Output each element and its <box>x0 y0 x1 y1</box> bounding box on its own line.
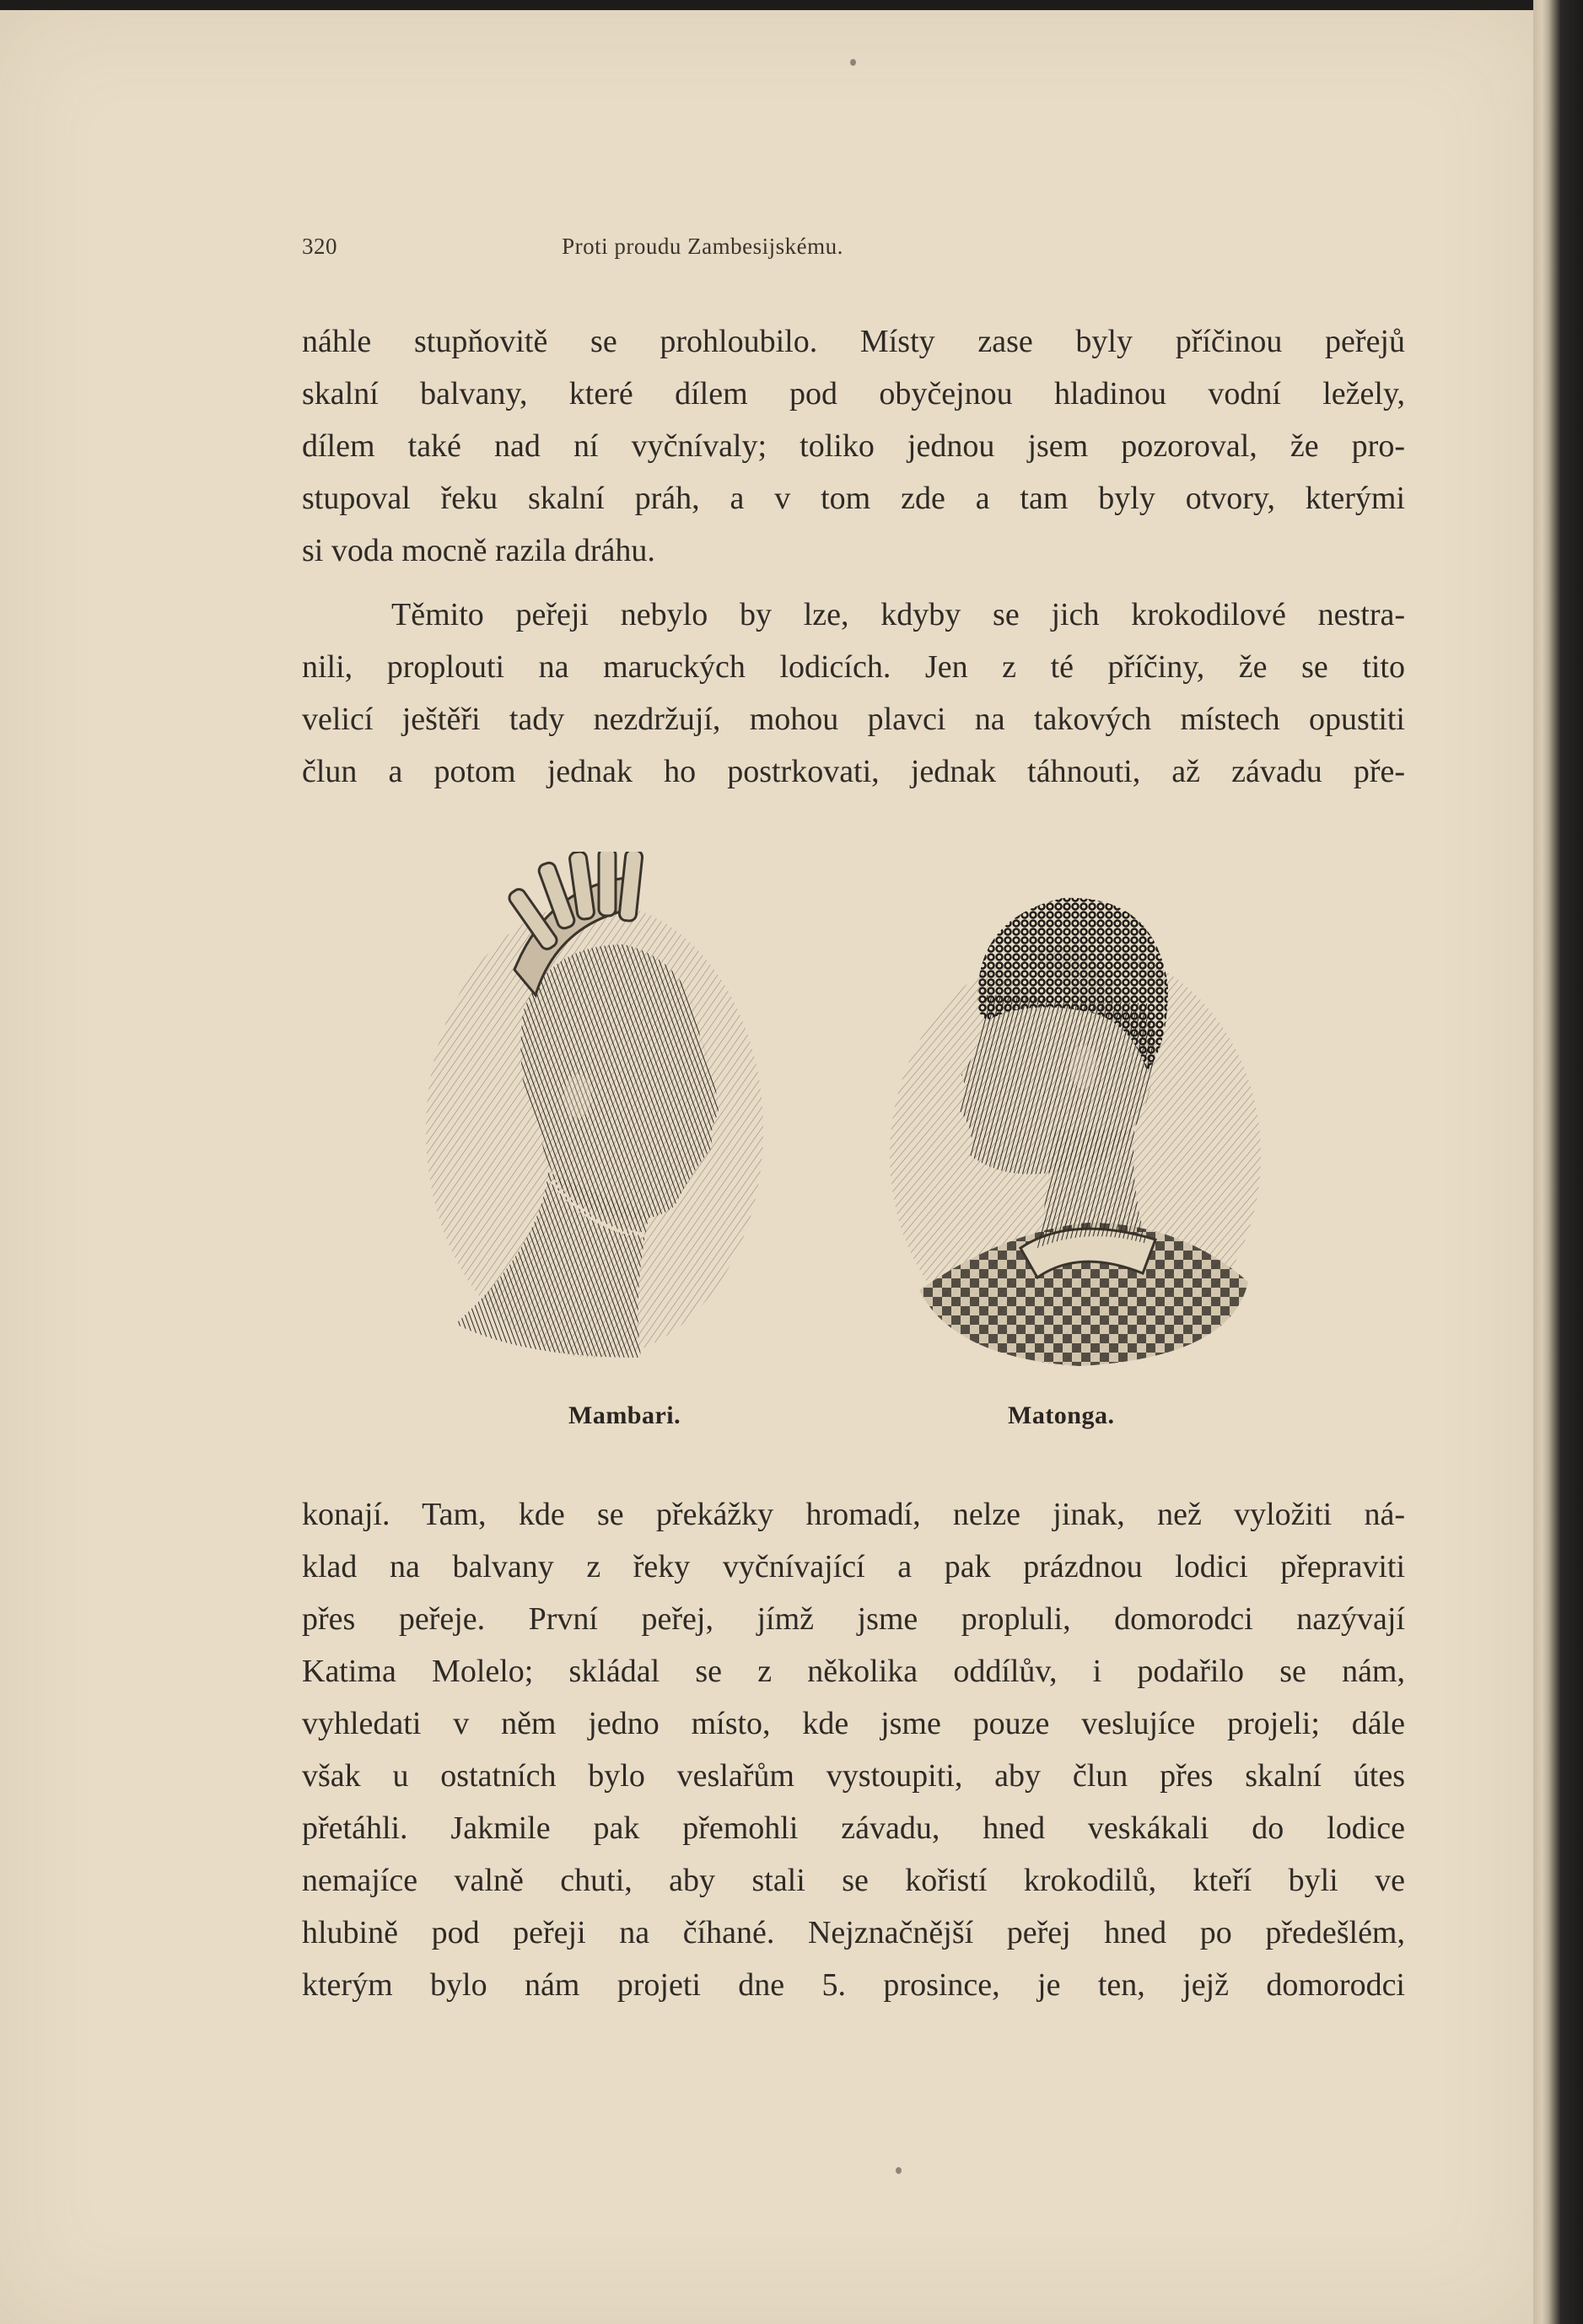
text-line: však u ostatních bylo veslařům vystoupiti, aby člun přes skalní útes <box>302 1758 1405 1794</box>
matonga-portrait <box>877 852 1273 1391</box>
running-title: Proti proudu Zambesijskému. <box>562 234 843 259</box>
paper-speck <box>896 2167 902 2174</box>
mambari-portrait <box>422 852 793 1391</box>
text-line: klad na balvany z řeky vyčnívající a pak prázdnou lodici přepraviti <box>302 1549 1405 1584</box>
paper-speck <box>850 59 856 66</box>
paragraph-1 <box>302 315 1405 577</box>
text-line: přes peřeje. První peřej, jímž jsme propluli, domorodci nazývají <box>302 1601 1405 1637</box>
text-line: přetáhli. Jakmile pak přemohli závadu, hned veskákali do lodice <box>302 1810 1405 1846</box>
page-number: 320 <box>302 234 337 259</box>
caption-matonga: Matonga. <box>1008 1401 1115 1429</box>
text-line: dílem také nad ní vyčnívaly; toliko jednou jsem pozoroval, že pro- <box>302 428 1405 464</box>
text-line: nili, proplouti na maruckých lodicích. Jen z té příčiny, že se tito <box>302 649 1405 685</box>
portrait-illustration <box>405 852 1316 1434</box>
text-line: náhle stupňovitě se prohloubilo. Místy zase byly příčinou peřejů <box>302 324 1405 359</box>
text-line: nemajíce valně chuti, aby stali se kořistí krokodilů, kteří byli ve <box>302 1863 1405 1898</box>
paragraph-3 <box>302 1488 1405 2011</box>
text-line: vyhledati v něm jedno místo, kde jsme pouze veslujíce projeli; dále <box>302 1706 1405 1741</box>
text-line: Těmito peřeji nebylo by lze, kdyby se jich krokodilové nestra- <box>391 597 1405 632</box>
book-spine <box>1533 0 1583 2324</box>
running-head <box>302 234 1053 267</box>
caption-mambari: Mambari. <box>568 1401 681 1429</box>
text-line: velicí ještěři tady nezdržují, mohou plavci na takových místech opustiti <box>302 702 1405 737</box>
text-line: člun a potom jednak ho postrkovati, jednak táhnouti, až závadu pře- <box>302 754 1405 789</box>
text-line: Katima Molelo; skládal se z několika oddílův, i podařilo se nám, <box>302 1654 1405 1689</box>
text-line: si voda mocně razila dráhu. <box>302 533 655 568</box>
paragraph-2 <box>302 589 1405 798</box>
text-line: skalní balvany, které dílem pod obyčejnou hladinou vodní ležely, <box>302 376 1405 412</box>
text-line: konají. Tam, kde se překážky hromadí, nelze jinak, než vyložiti ná- <box>302 1497 1405 1532</box>
text-line: stupoval řeku skalní práh, a v tom zde a tam byly otvory, kterými <box>302 481 1405 516</box>
text-line: kterým bylo nám projeti dne 5. prosince, je ten, jejž domorodci <box>302 1967 1405 2003</box>
text-line: hlubině pod peřeji na číhané. Nejznačnější peřej hned po předešlém, <box>302 1915 1405 1950</box>
